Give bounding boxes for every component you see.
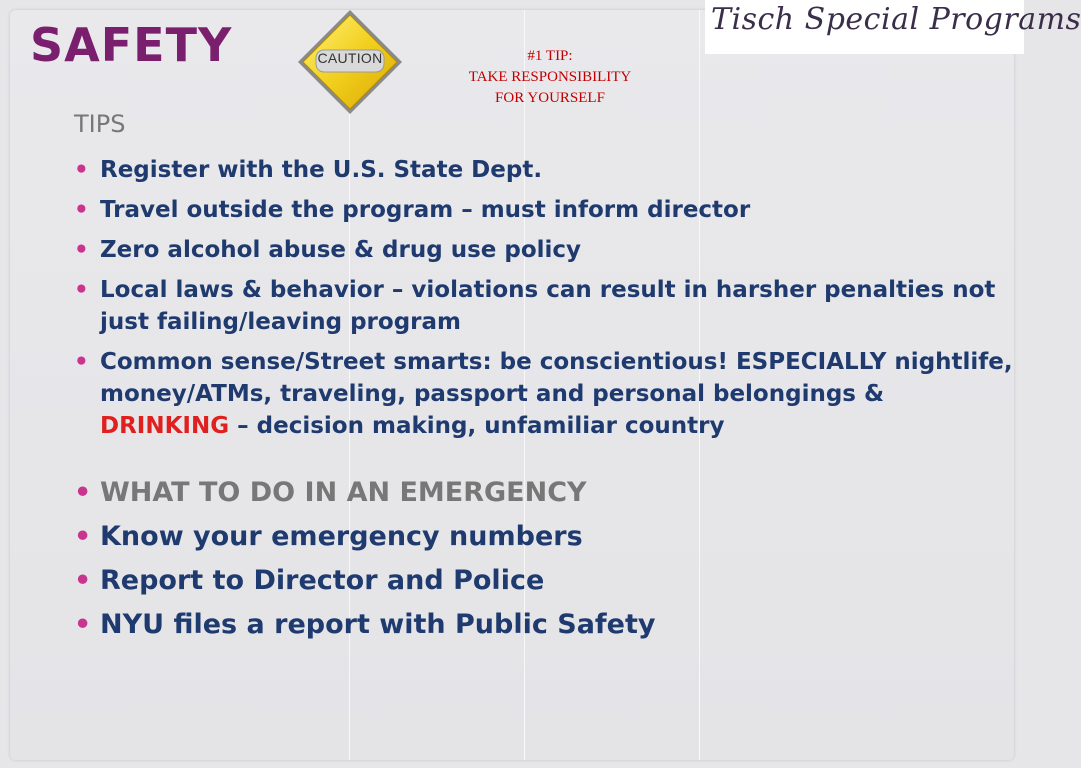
tip-text: Register with the U.S. State Dept. (100, 157, 543, 183)
tip-text: – decision making, unfamiliar country (229, 413, 725, 439)
emergency-list (74, 474, 1014, 650)
caution-label: CAUTION (317, 50, 383, 66)
emergency-item: Report to Director and Police (100, 565, 545, 596)
list-item (74, 154, 1014, 186)
tip-callout (420, 46, 680, 109)
emergency-heading (74, 474, 1014, 512)
emergency-item: Know your emergency numbers (100, 521, 583, 552)
slide-title: SAFETY (30, 18, 233, 72)
emergency-item: NYU files a report with Public Safety (100, 609, 656, 640)
bullet-icon: • (74, 157, 89, 183)
list-item (74, 194, 1014, 226)
bullet-icon: • (74, 349, 89, 375)
tip-line: TAKE RESPONSIBILITY (468, 69, 632, 85)
bullet-icon: • (74, 197, 89, 223)
bullet-icon: • (74, 609, 92, 640)
tips-list (74, 154, 1014, 450)
tisch-logo (705, 0, 1081, 54)
list-item (74, 606, 1014, 644)
bullet-icon: • (74, 477, 92, 508)
list-item (74, 518, 1014, 556)
list-item (74, 346, 1014, 442)
tip-text: Common sense/Street smarts: be conscientious! ESPECIALLY nightlife, money/ATMs, traveling, passport and personal belongings & (100, 349, 1013, 407)
tip-text: Travel outside the program – must inform director (100, 197, 751, 223)
bullet-icon: • (74, 521, 92, 552)
bullet-icon: • (74, 237, 89, 263)
bullet-icon: • (74, 277, 89, 303)
bullet-icon: • (74, 565, 92, 596)
tips-heading: TIPS (74, 110, 126, 138)
list-item (74, 562, 1014, 600)
caution-sign-icon (296, 8, 404, 116)
tip-text: Zero alcohol abuse & drug use policy (100, 237, 582, 263)
emergency-heading-text: WHAT TO DO IN AN EMERGENCY (100, 477, 587, 508)
tip-text: Local laws & behavior – violations can result in harsher penalties not just failing/leaving program (100, 277, 996, 335)
list-item (74, 274, 1014, 338)
list-item (74, 234, 1014, 266)
logo-text: Tisch Special Programs (711, 2, 1081, 37)
tip-line: FOR YOURSELF (495, 90, 605, 106)
drinking-highlight: DRINKING (100, 413, 230, 439)
tip-line: #1 TIP: (527, 48, 573, 64)
